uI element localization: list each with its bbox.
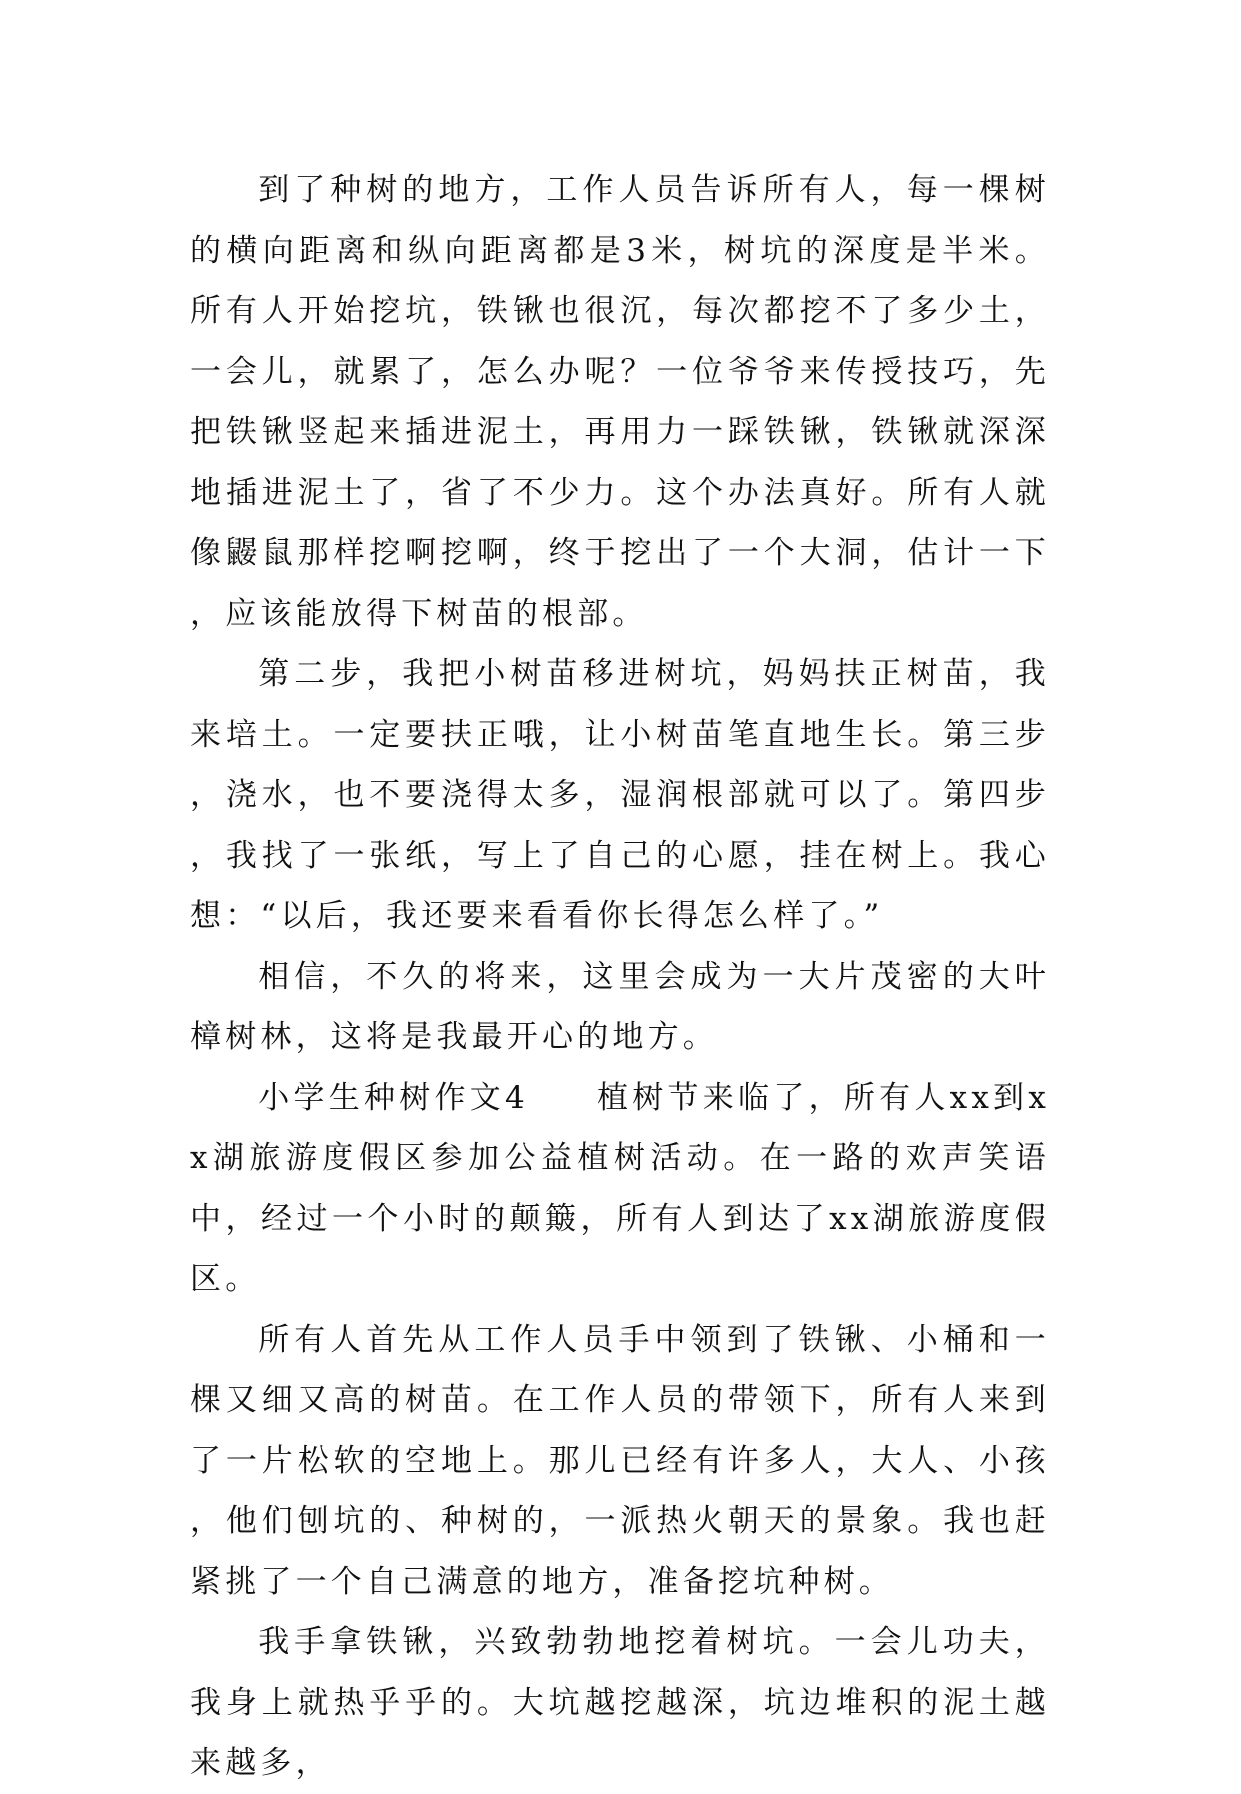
paragraph-5: 所有人首先从工作人员手中领到了铁锹、小桶和一棵又细又高的树苗。在工作人员的带领下，所有人来到了一片松软的空地上。那儿已经有许多人，大人、小孩，他们刨坑的、种树的，一派热火朝天的景象。我也赶紧挑了一个自己满意的地方，准备挖坑种树。 bbox=[190, 1321, 1050, 1600]
paragraph-2: 第二步，我把小树苗移进树坑，妈妈扶正树苗，我来培土。一定要扶正哦，让小树苗笔直地生长。第三步，浇水，也不要浇得太多，湿润根部就可以了。第四步，我找了一张纸，写上了自己的心愿，挂在树上。我心想：“以后，我还要来看看你长得怎么样了。” bbox=[190, 656, 1050, 934]
paragraph-3: 相信，不久的将来，这里会成为一大片茂密的大叶樟树林，这将是我最开心的地方。 bbox=[190, 958, 1050, 1055]
section-4-heading: 小学生种树作文4 bbox=[258, 1079, 529, 1116]
paragraph-6: 我手拿铁锹，兴致勃勃地挖着树坑。一会儿功夫，我身上就热乎乎的。大坑越挖越深，坑边堆积的泥土越来越多， bbox=[190, 1624, 1050, 1781]
section-4-text: 植树节来临了，所有人xx到xx湖旅游度假区参加公益植树活动。在一路的欢声笑语中，经过一个小时的颠簸，所有人到达了xx湖旅游度假区。 bbox=[190, 1079, 1051, 1297]
document-body bbox=[190, 160, 1050, 1794]
section-4-paragraph bbox=[190, 1068, 1050, 1310]
paragraph-1: 到了种树的地方，工作人员告诉所有人，每一棵树的横向距离和纵向距离都是3米，树坑的深度是半米。所有人开始挖坑，铁锹也很沉，每次都挖不了多少土，一会儿，就累了，怎么办呢？一位爷爷来传授技巧，先把铁锹竖起来插进泥土，再用力一踩铁锹，铁锹就深深地插进泥土了，省了不少力。这个办法真好。所有人就像鼹鼠那样挖啊挖啊，终于挖出了一个大洞，估计一下，应该能放得下树苗的根部。 bbox=[190, 172, 1050, 632]
